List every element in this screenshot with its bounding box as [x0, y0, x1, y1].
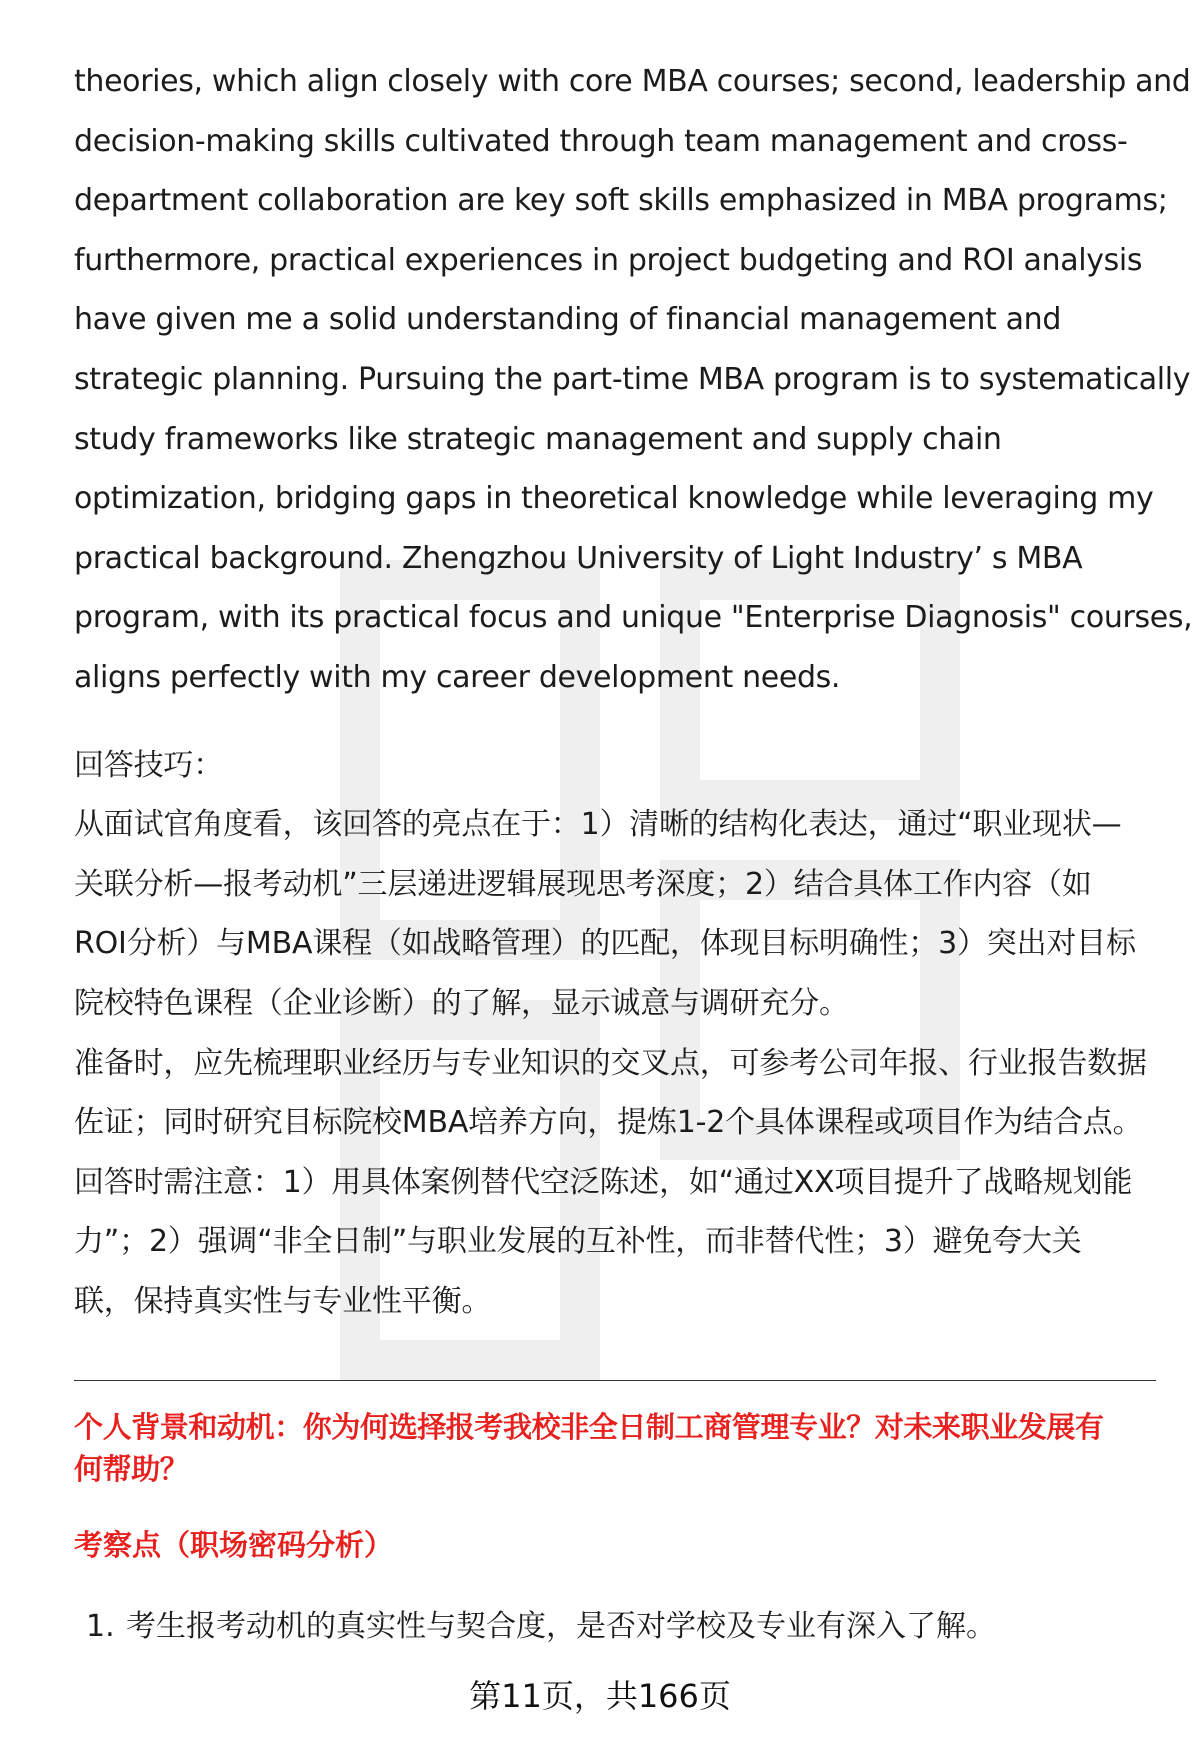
question-line: 何帮助？: [74, 1452, 189, 1486]
tips-line: ROI分析）与MBA课程（如战略管理）的匹配，体现目标明确性；3）突出对目标: [74, 926, 1136, 962]
answer-line: aligns perfectly with my career development needs.: [74, 659, 841, 695]
answer-line: theories, which align closely with core MBA courses; second, leadership and: [74, 64, 1191, 99]
answer-line: strategic planning. Pursuing the part-time MBA program is to systematically: [74, 361, 1191, 397]
answer-line: decision-making skills cultivated through team management and cross-: [74, 123, 1128, 159]
answer-line: program, with its practical focus and unique "Enterprise Diagnosis" courses,: [74, 600, 1193, 636]
tips-line: 准备时，应先梳理职业经历与专业知识的交叉点，可参考公司年报、行业报告数据: [74, 1045, 1147, 1081]
question-heading: [74, 1406, 1164, 1490]
tips-line: 从面试官角度看，该回答的亮点在于：1）清晰的结构化表达，通过“职业现状—: [74, 807, 1122, 843]
tips-line: 联，保持真实性与专业性平衡。: [74, 1283, 492, 1319]
content-area: [74, 52, 1193, 1331]
tips-line: 回答时需注意：1）用具体案例替代空泛陈述，如“通过XX项目提升了战略规划能: [74, 1164, 1133, 1200]
section-divider: [74, 1380, 1156, 1381]
answer-line: study frameworks like strategic management and supply chain: [74, 421, 1002, 457]
tips-line: 力”；2）强调“非全日制”与职业发展的互补性，而非替代性；3）避免夸大关: [74, 1224, 1082, 1260]
page-footer: 第11页，共166页: [469, 1677, 731, 1715]
tips-label: 回答技巧：: [74, 747, 223, 783]
answer-english-paragraph: [74, 52, 1193, 708]
list-item-number: 1.: [86, 1609, 115, 1644]
list-item-text: 考生报考动机的真实性与契合度，是否对学校及专业有深入了解。: [126, 1609, 996, 1644]
answer-line: have given me a solid understanding of financial management and: [74, 302, 1062, 338]
exam-points-heading: 考察点（职场密码分析）: [74, 1528, 394, 1562]
answer-line: furthermore, practical experiences in project budgeting and ROI analysis: [74, 242, 1143, 278]
tips-line: 关联分析—报考动机”三层递进逻辑展现思考深度；2）结合具体工作内容（如: [74, 866, 1092, 902]
tips-line: 佐证；同时研究目标院校MBA培养方向，提炼1-2个具体课程或项目作为结合点。: [74, 1105, 1143, 1141]
answer-line: department collaboration are key soft skills emphasized in MBA programs;: [74, 183, 1168, 219]
question-line: 个人背景和动机：你为何选择报考我校非全日制工商管理专业？对未来职业发展有: [74, 1410, 1104, 1444]
tips-paragraph: [74, 795, 1156, 1331]
tips-line: 院校特色课程（企业诊断）的了解，显示诚意与调研充分。: [74, 985, 849, 1021]
answer-line: practical background. Zhengzhou University of Light Industry’ s MBA: [74, 540, 1083, 576]
exam-points-list: [86, 1605, 996, 1649]
answer-line: optimization, bridging gaps in theoretical knowledge while leveraging my: [74, 481, 1154, 517]
list-item: [86, 1605, 996, 1649]
